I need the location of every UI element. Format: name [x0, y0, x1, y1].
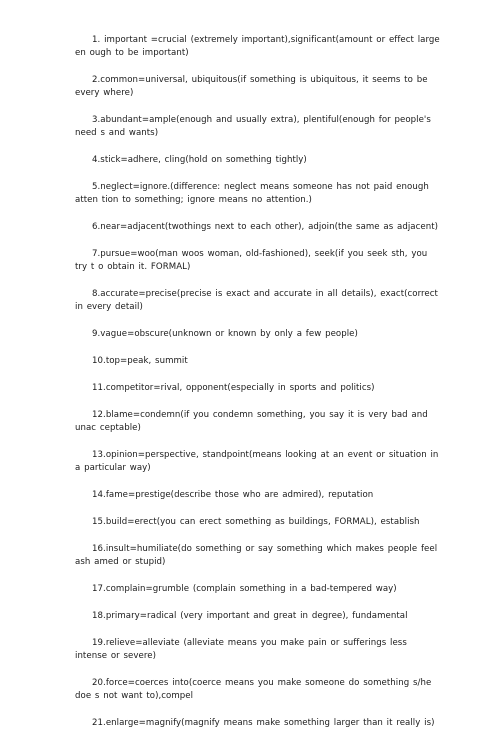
vocab-entry-5: 5.neglect=ignore.(difference: neglect means someone has not paid enough atten tion to something; ignore means no attention.): [75, 182, 429, 205]
vocab-entry-3: 3.abundant=ample(enough and usually extra), plentiful(enough for people's need s and wants): [75, 115, 431, 138]
vocab-entry-19: 19.relieve=alleviate (alleviate means you make pain or sufferings less intense or severe): [75, 638, 407, 661]
vocab-entry-18: 18.primary=radical (very important and great in degree), fundamental: [92, 611, 408, 621]
vocab-entry-9: 9.vague=obscure(unknown or known by only a few people): [92, 329, 358, 339]
vocab-entry-4: 4.stick=adhere, cling(hold on something tightly): [92, 155, 307, 165]
vocab-entry-13: 13.opinion=perspective, standpoint(means looking at an event or situation in a particular way): [75, 450, 439, 473]
vocab-entry-20: 20.force=coerces into(coerce means you make someone do something s/he doe s not want to),compel: [75, 678, 432, 701]
vocab-entry-17: 17.complain=grumble (complain something in a bad-tempered way): [92, 584, 397, 594]
vocab-entry-14: 14.fame=prestige(describe those who are admired), reputation: [92, 490, 374, 500]
vocab-entry-7: 7.pursue=woo(man woos woman, old-fashioned), seek(if you seek sth, you try t o obtain it. FORMAL): [75, 249, 428, 272]
vocab-entry-2: 2.common=universal, ubiquitous(if something is ubiquitous, it seems to be every where): [75, 75, 428, 98]
vocab-entry-21: 21.enlarge=magnify(magnify means make something larger than it really is): [92, 718, 435, 728]
vocab-entry-11: 11.competitor=rival, opponent(especially in sports and politics): [92, 383, 375, 393]
vocab-entry-6: 6.near=adjacent(twothings next to each other), adjoin(the same as adjacent): [92, 222, 439, 232]
vocab-entry-1: 1. important =crucial (extremely important),significant(amount or effect large en ough to be important): [75, 35, 440, 58]
vocab-entry-10: 10.top=peak, summit: [92, 356, 188, 366]
vocab-entry-16: 16.insult=humiliate(do something or say something which makes people feel ash amed or stupid): [75, 544, 438, 567]
vocab-entry-15: 15.build=erect(you can erect something as buildings, FORMAL), establish: [92, 517, 420, 527]
vocab-entry-12: 12.blame=condemn(if you condemn something, you say it is very bad and unac ceptable): [75, 410, 428, 433]
vocab-entry-8: 8.accurate=precise(precise is exact and accurate in all details), exact(correct in every detail): [75, 289, 438, 312]
